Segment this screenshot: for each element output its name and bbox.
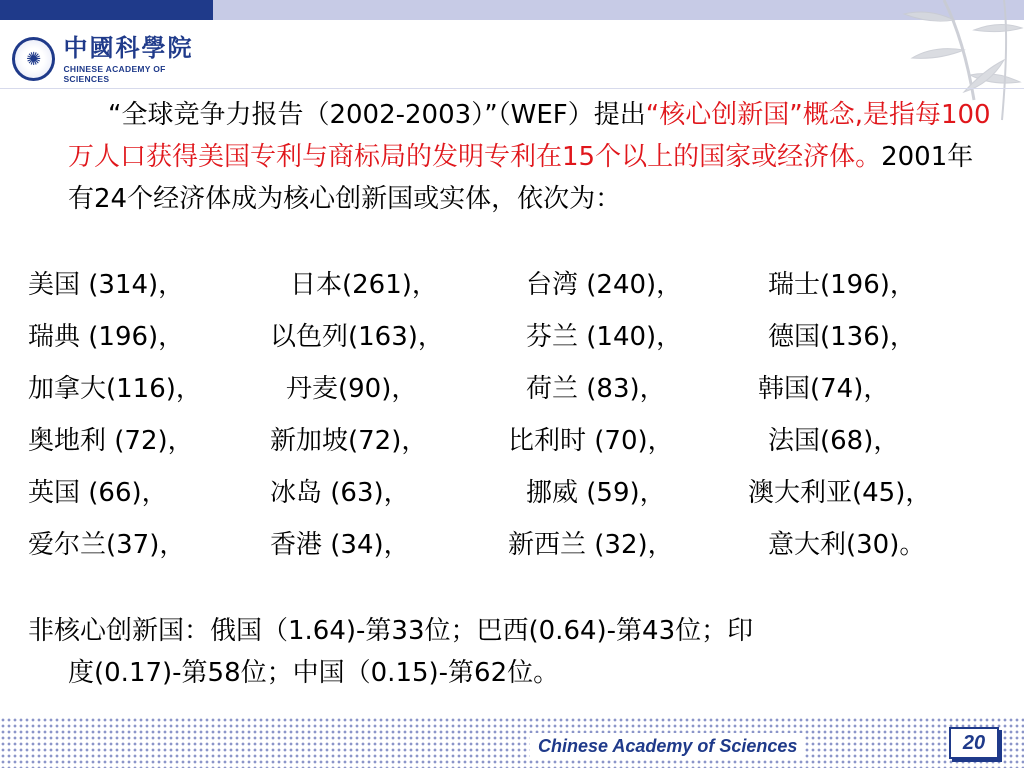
intro-paragraph bbox=[28, 94, 998, 220]
non-core-line-1: 非核心创新国：俄国（1.64)-第33位；巴西(0.64)-第43位；印 bbox=[28, 616, 754, 646]
country-item: 丹麦(90)， bbox=[286, 374, 418, 404]
logo-english-name: CHINESE ACADEMY OF SCIENCES bbox=[63, 64, 166, 84]
country-item: 芬兰 (140)， bbox=[526, 322, 683, 352]
intro-conclusion: 2001年有24个经济体成为核心创新国或实体，依次为： bbox=[68, 142, 974, 214]
logo-text bbox=[63, 34, 212, 84]
non-core-line-2: 度(0.17)-第58位；中国（0.15)-第62位。 bbox=[68, 658, 560, 688]
country-item: 加拿大(116)， bbox=[28, 374, 202, 404]
country-item: 韩国(74)， bbox=[758, 374, 890, 404]
logo-chinese-name: 中國科學院 bbox=[63, 33, 194, 62]
footer-org-name: Chinese Academy of Sciences bbox=[530, 733, 805, 759]
header-divider bbox=[0, 88, 1024, 89]
country-item: 新加坡(72)， bbox=[270, 426, 428, 456]
country-item: 英国 (66)， bbox=[28, 478, 168, 508]
country-item: 新西兰 (32)， bbox=[508, 530, 674, 560]
footer-band bbox=[0, 717, 1024, 768]
country-item: 瑞士(196)， bbox=[768, 270, 916, 300]
page-number: 20 bbox=[949, 727, 999, 759]
cas-emblem-icon: ✺ bbox=[12, 37, 55, 81]
country-item: 爱尔兰(37)， bbox=[28, 530, 186, 560]
country-item: 瑞典 (196)， bbox=[28, 322, 185, 352]
country-item: 奥地利 (72)， bbox=[28, 426, 194, 456]
country-item: 法国(68)， bbox=[768, 426, 900, 456]
intro-text: “全球竞争力报告（2002-2003）”（WEF）提出 bbox=[108, 100, 646, 130]
country-item: 冰岛 (63)， bbox=[270, 478, 410, 508]
country-item: 挪威 (59)， bbox=[526, 478, 666, 508]
country-item: 台湾 (240)， bbox=[526, 270, 683, 300]
country-item: 德国(136)， bbox=[768, 322, 916, 352]
country-item: 美国 (314)， bbox=[28, 270, 185, 300]
top-bar-dark bbox=[0, 0, 213, 20]
country-item: 意大利(30)。 bbox=[768, 530, 926, 560]
country-item: 比利时 (70)， bbox=[508, 426, 674, 456]
intro-highlight: “核心创新国”概念,是指每100万人口获得美国专利与商标局的发明专利在15个以上的国家或经济体。 bbox=[68, 100, 991, 172]
country-item: 澳大利亚(45)， bbox=[748, 478, 932, 508]
country-item: 荷兰 (83)， bbox=[526, 374, 666, 404]
country-item: 香港 (34)， bbox=[270, 530, 410, 560]
country-item: 日本(261)， bbox=[290, 270, 438, 300]
country-item: 以色列(163)， bbox=[270, 322, 444, 352]
non-core-paragraph bbox=[28, 610, 998, 694]
logo bbox=[12, 30, 212, 88]
